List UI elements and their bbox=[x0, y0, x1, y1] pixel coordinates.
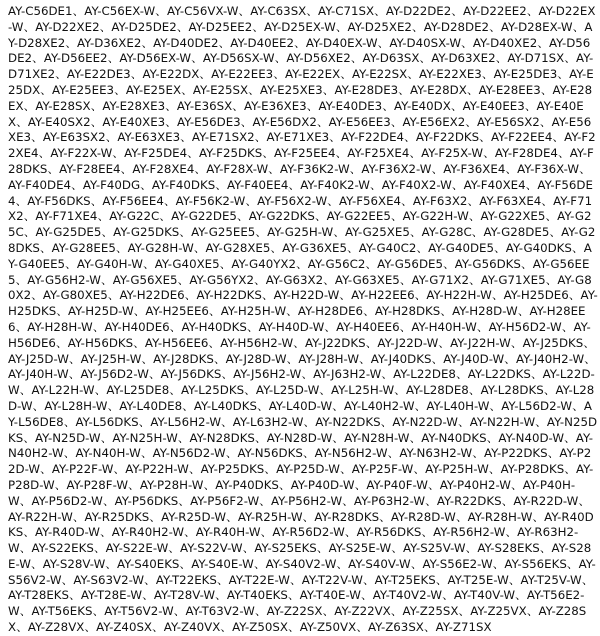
model-number-list: AY-C56DE1、AY-C56EX-W、AY-C56VX-W、AY-C63SX、AY-C71SX、AY-D22DE2、AY-D22EE2、AY-D22EX-W、AY-D22XE2、AY-D25DE2、AY-D25EE2、AY-D25EX-W、AY-D25XE2、AY-D28DE2、AY-D28EX-W、AY-D28XE2、AY-D36XE2、AY-D40DE2、AY-D40EE2、AY-D40EX-W、AY-D40SX-W、AY-D40XE2、AY-D56DE2、AY-D56EE2、AY-D56EX-W、AY-D56SX-W、AY-D56XE2、AY-D63SX、AY-D63XE2、AY-D71SX、AY-D71XE2、AY-E22DE3、AY-E22DX、AY-E22EE3、AY-E22EX、AY-E22SX、AY-E22XE3、AY-E25DE3、AY-E25DX、AY-E25EE3、AY-E25EX、AY-E25SX、AY-E25XE3、AY-E28DE3、AY-E28DX、AY-E28EE3、AY-E28EX、AY-E28SX、AY-E28XE3、AY-E36SX、AY-E36XE3、AY-E40DE3、AY-E40DX、AY-E40EE3、AY-E40EX、AY-E40SX2、AY-E40XE3、AY-E56DE3、AY-E56DX2、AY-E56EE3、AY-E56EX2、AY-E56SX2、AY-E56XE3、AY-E63SX2、AY-E63XE3、AY-E71SX2、AY-E71XE3、AY-F22DE4、AY-F22DKS、AY-F22EE4、AY-F22XE4、AY-F22X-W、AY-F25DE4、AY-F25DKS、AY-F25EE4、AY-F25XE4、AY-F25X-W、AY-F28DE4、AY-F28DKS、AY-F28EE4、AY-F28XE4、AY-F28X-W、AY-F36K2-W、AY-F36X2-W、AY-F36XE4、AY-F36X-W、AY-F40DE4、AY-F40DG、AY-F40DKS、AY-F40EE4、AY-F40K2-W、AY-F40X2-W、AY-F40XE4、AY-F56DE4、AY-F56DKS、AY-F56EE4、AY-F56K2-W、AY-F56X2-W、AY-F56XE4、AY-F63X2、AY-F63XE4、AY-F71X2、AY-F71XE4、AY-G22C、AY-G22DE5、AY-G22DKS、AY-G22EE5、AY-G22H-W、AY-G22XE5、AY-G25C、AY-G25DE5、AY-G25DKS、AY-G25EE5、AY-G25H-W、AY-G25XE5、AY-G28C、AY-G28DE5、AY-G28DKS、AY-G28EE5、AY-G28H-W、AY-G28XE5、AY-G36XE5、AY-G40C2、AY-G40DE5、AY-G40DKS、AY-G40EE5、AY-G40H-W、AY-G40XE5、AY-G40YX2、AY-G56C2、AY-G56DE5、AY-G56DKS、AY-G56EE5、AY-G56H2-W、AY-G56XE5、AY-G56YX2、AY-G63X2、AY-G63XE5、AY-G71X2、AY-G71XE5、AY-G80X2、AY-G80XE5、AY-H22DE6、AY-H22DKS、AY-H22D-W、AY-H22EE6、AY-H22H-W、AY-H25DE6、AY-H25DKS、AY-H25D-W、AY-H25EE6、AY-H25H-W、AY-H28DE6、AY-H28DKS、AY-H28D-W、AY-H28EE6、AY-H28H-W、AY-H40DE6、AY-H40DKS、AY-H40D-W、AY-H40EE6、AY-H40H-W、AY-H56D2-W、AY-H56DE6、AY-H56DKS、AY-H56EE6、AY-H56H2-W、AY-J22DKS、AY-J22D-W、AY-J22H-W、AY-J25DKS、AY-J25D-W、AY-J25H-W、AY-J28DKS、AY-J28D-W、AY-J28H-W、AY-J40DKS、AY-J40D-W、AY-J40H2-W、AY-J40H-W、AY-J56D2-W、AY-J56DKS、AY-J56H2-W、AY-J63H2-W、AY-L22DE8、AY-L22DKS、AY-L22D-W、AY-L22H-W、AY-L25DE8、AY-L25DKS、AY-L25D-W、AY-L25H-W、AY-L28DE8、AY-L28DKS、AY-L28D-W、AY-L28H-W、AY-L40DE8、AY-L40DKS、AY-L40D-W、AY-L40H2-W、AY-L40H-W、AY-L56D2-W、AY-L56DE8、AY-L56DKS、AY-L56H2-W、AY-L63H2-W、AY-N22DKS、AY-N22D-W、AY-N22H-W、AY-N25DKS、AY-N25D-W、AY-N25H-W、AY-N28DKS、AY-N28D-W、AY-N28H-W、AY-N40DKS、AY-N40D-W、AY-N40H2-W、AY-N40H-W、AY-N56D2-W、AY-N56DKS、AY-N56H2-W、AY-N63H2-W、AY-P22DKS、AY-P22D-W、AY-P22F-W、AY-P22H-W、AY-P25DKS、AY-P25D-W、AY-P25F-W、AY-P25H-W、AY-P28DKS、AY-P28D-W、AY-P28F-W、AY-P28H-W、AY-P40DKS、AY-P40D-W、AY-P40F-W、AY-P40H2-W、AY-P40H-W、AY-P56D2-W、AY-P56DKS、AY-P56F2-W、AY-P56H2-W、AY-P63H2-W、AY-R22DKS、AY-R22D-W、AY-R22H-W、AY-R25DKS、AY-R25D-W、AY-R25H-W、AY-R28DKS、AY-R28D-W、AY-R28H-W、AY-R40DKS、AY-R40D-W、AY-R40H2-W、AY-R40H-W、AY-R56D2-W、AY-R56DKS、AY-R56H2-W、AY-R63H2-W、AY-S22EKS、AY-S22E-W、AY-S22V-W、AY-S25EKS、AY-S25E-W、AY-S25V-W、AY-S28EKS、AY-S28E-W、AY-S28V-W、AY-S40EKS、AY-S40E-W、AY-S40V2-W、AY-S40V-W、AY-S56E2-W、AY-S56EKS、AY-S56V2-W、AY-S63V2-W、AY-T22EKS、AY-T22E-W、AY-T22V-W、AY-T25EKS、AY-T25E-W、AY-T25V-W、AY-T28EKS、AY-T28E-W、AY-T28V-W、AY-T40EKS、AY-T40E-W、AY-T40V2-W、AY-T40V-W、AY-T56E2-W、AY-T56EKS、AY-T56V2-W、AY-T63V2-W、AY-Z22SX、AY-Z22VX、AY-Z25SX、AY-Z25VX、AY-Z28SX、AY-Z28VX、AY-Z40SX、AY-Z40VX、AY-Z50SX、AY-Z50VX、AY-Z63SX、AY-Z71SX bbox=[8, 4, 598, 635]
